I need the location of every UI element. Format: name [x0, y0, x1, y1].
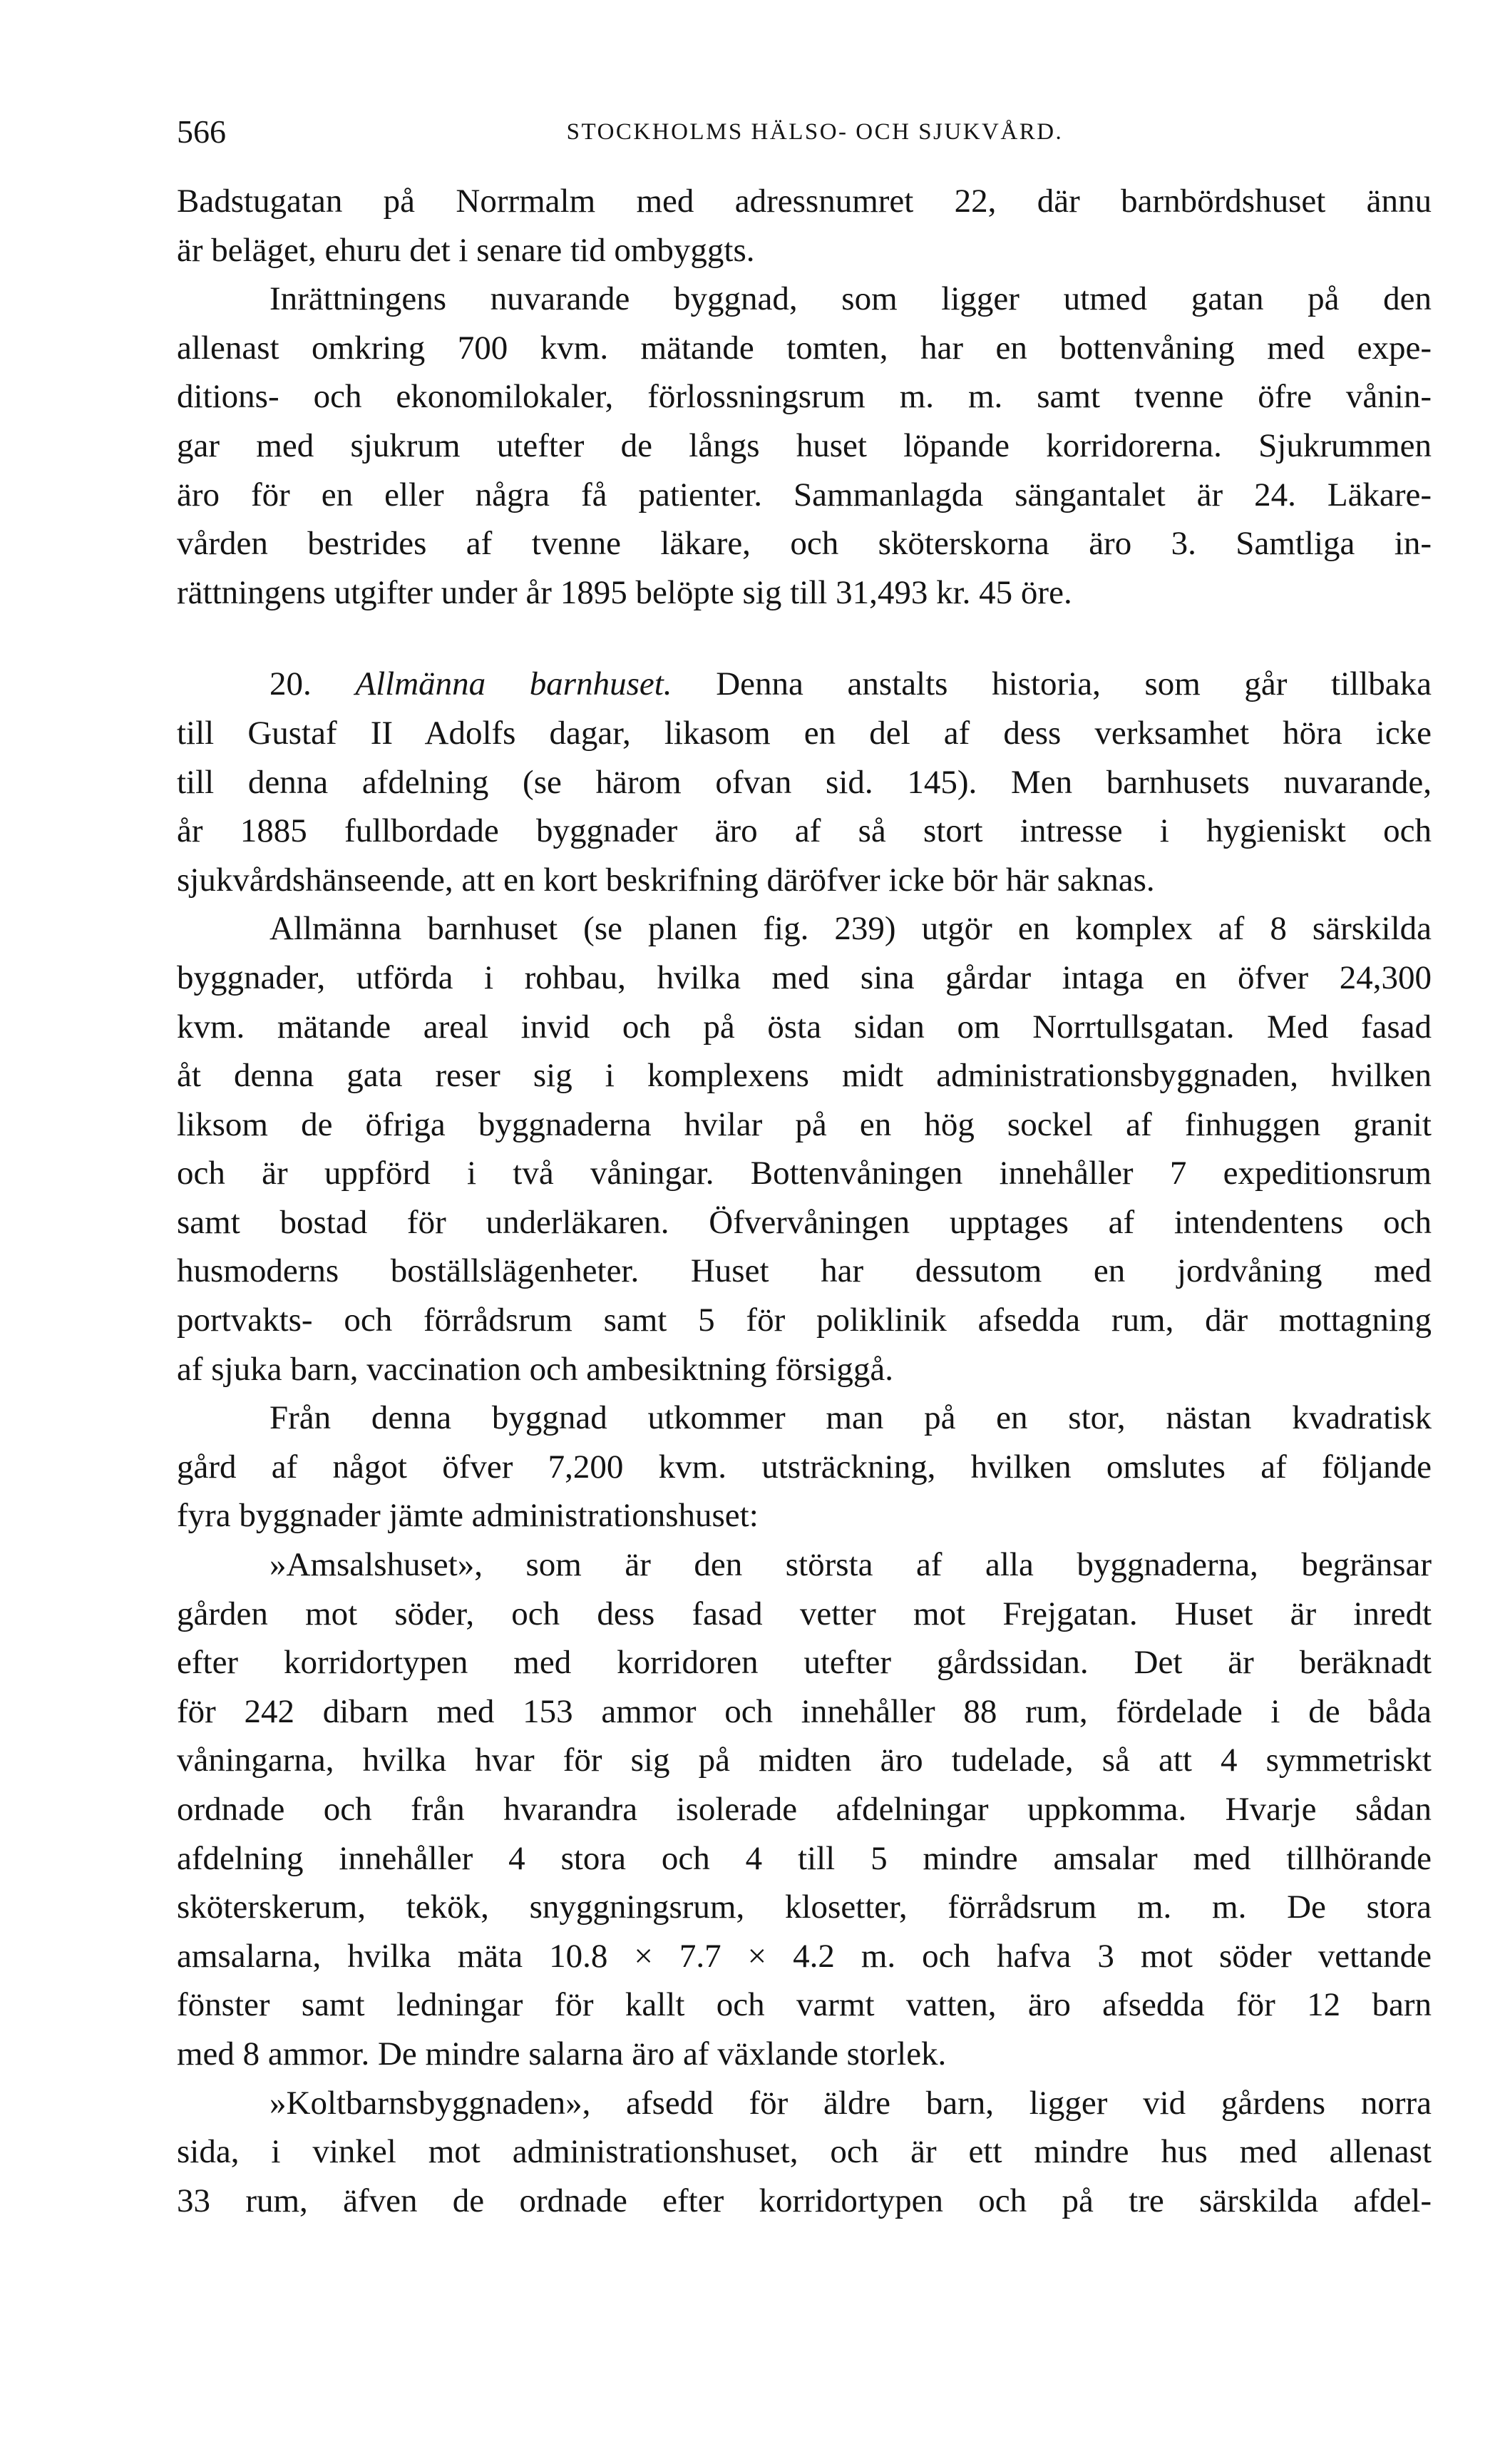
text-line: fyra byggnader jämte administrationshuset: [177, 1497, 759, 1535]
paragraph [177, 177, 1432, 275]
paragraph [177, 1540, 1432, 2079]
paragraph [177, 1394, 1432, 1540]
paragraph [177, 904, 1432, 1394]
text-line: Från denna byggnad utkommer man på en stor, nästan kvadratisk [269, 1399, 1432, 1437]
text-line: samt bostad för underläkaren. Öfvervåningen upptages af intendentens och [177, 1203, 1432, 1241]
text-line: och är uppförd i två våningar. Bottenvåningen innehåller 7 expeditionsrum [177, 1155, 1432, 1192]
text-line: Badstugatan på Norrmalm med adressnumret 22, där barnbördshuset ännu [177, 183, 1432, 220]
text-line: för 242 dibarn med 153 ammor och innehåller 88 rum, fördelade i de båda [177, 1692, 1432, 1730]
page-number: 566 [177, 113, 226, 150]
text-line: byggnader, utförda i rohbau, hvilka med sina gårdar intaga en öfver 24,300 [177, 958, 1432, 996]
text-line: Inrättningens nuvarande byggnad, som ligger utmed gatan på den [269, 280, 1432, 318]
text-line: »Koltbarnsbyggnaden», afsedd för äldre barn, ligger vid gårdens norra [269, 2084, 1432, 2122]
text-line: kvm. mätande areal invid och på östa sidan om Norrtullsgatan. Med fasad [177, 1008, 1432, 1046]
text-line: gården mot söder, och dess fasad vetter mot Frejgatan. Huset är inredt [177, 1595, 1432, 1632]
text-line: husmoderns boställslägenheter. Huset har dessutom en jordvåning med [177, 1252, 1432, 1290]
text-line: sida, i vinkel mot administrationshuset, och är ett mindre hus med allenast [177, 2133, 1432, 2171]
text-line: till Gustaf II Adolfs dagar, likasom en del af dess verksamhet höra icke [177, 714, 1432, 752]
running-head: STOCKHOLMS HÄLSO- OCH SJUKVÅRD. [566, 119, 1064, 145]
text-line: ordnade och från hvarandra isolerade afdelningar uppkomma. Hvarje sådan [177, 1791, 1432, 1828]
text-line: afdelning innehåller 4 stora och 4 till 5 mindre amsalar med tillhörande [177, 1839, 1432, 1877]
text-line: amsalarna, hvilka mäta 10.8 × 7.7 × 4.2 m. och hafva 3 mot söder vettande [177, 1937, 1432, 1975]
text-line: med 8 ammor. De mindre salarna äro af växlande storlek. [177, 2035, 947, 2072]
paragraph [177, 660, 1432, 904]
text-line: Allmänna barnhuset (se planen fig. 239) utgör en komplex af 8 särskilda [269, 910, 1432, 948]
section-gap [177, 617, 1432, 660]
text-line: efter korridortypen med korridoren utefter gårdssidan. Det är beräknadt [177, 1644, 1432, 1682]
text-line: sköterskerum, tekök, snyggningsrum, klosetter, förrådsrum m. m. De stora [177, 1888, 1432, 1926]
text-line: ditions- och ekonomilokaler, förlossningsrum m. m. samt tvenne öfre vånin- [177, 378, 1432, 416]
text-line: är beläget, ehuru det i senare tid ombyggts. [177, 231, 755, 269]
text-line: af sjuka barn, vaccination och ambesiktning försiggå. [177, 1350, 893, 1388]
paragraph [177, 2079, 1432, 2226]
text-line: rättningens utgifter under år 1895 belöpte sig till 31,493 kr. 45 öre. [177, 573, 1072, 611]
text-line: gård af något öfver 7,200 kvm. utsträckning, hvilken omslutes af följande [177, 1448, 1432, 1486]
text-line: åt denna gata reser sig i komplexens midt administrationsbyggnaden, hvilken [177, 1057, 1432, 1095]
paragraph [177, 275, 1432, 617]
text-line: allenast omkring 700 kvm. mätande tomten, har en bottenvåning med expe- [177, 329, 1432, 367]
body-text [177, 177, 1432, 2225]
text-line: gar med sjukrum utefter de långs huset löpande korridorerna. Sjukrummen [177, 426, 1432, 464]
text-line: våningarna, hvilka hvar för sig på midten äro tudelade, så att 4 symmetriskt [177, 1742, 1432, 1779]
text-line: liksom de öfriga byggnaderna hvilar på en hög sockel af finhuggen granit [177, 1105, 1432, 1143]
section-heading-line [177, 660, 1432, 709]
page-header [177, 107, 1453, 157]
text-line: vården bestrides af tvenne läkare, och sköterskorna äro 3. Samtliga in- [177, 525, 1432, 563]
text-line: till denna afdelning (se härom ofvan sid. 145). Men barnhusets nuvarande, [177, 763, 1432, 801]
text-line: år 1885 fullbordade byggnader äro af så stort intresse i hygieniskt och [177, 812, 1432, 850]
section-number: 20. [269, 665, 312, 703]
text-line: fönster samt ledningar för kallt och varmt vatten, äro afsedda för 12 barn [177, 1986, 1432, 2024]
section-text: Denna anstalts historia, som går tillbaka [716, 665, 1432, 703]
text-line: äro för en eller några få patienter. Sammanlagda sängantalet är 24. Läkare- [177, 476, 1432, 513]
text-line: sjukvårdshänseende, att en kort beskrifning däröfver icke bör här saknas. [177, 861, 1155, 899]
text-line: portvakts- och förrådsrum samt 5 för poliklinik afsedda rum, där mottagning [177, 1302, 1432, 1339]
text-line: 33 rum, äfven de ordnade efter korridortypen och på tre särskilda afdel- [177, 2182, 1432, 2219]
text-line: »Amsalshuset», som är den största af alla byggnaderna, begränsar [269, 1546, 1432, 1584]
section-title: Allmänna barnhuset. [355, 665, 672, 703]
